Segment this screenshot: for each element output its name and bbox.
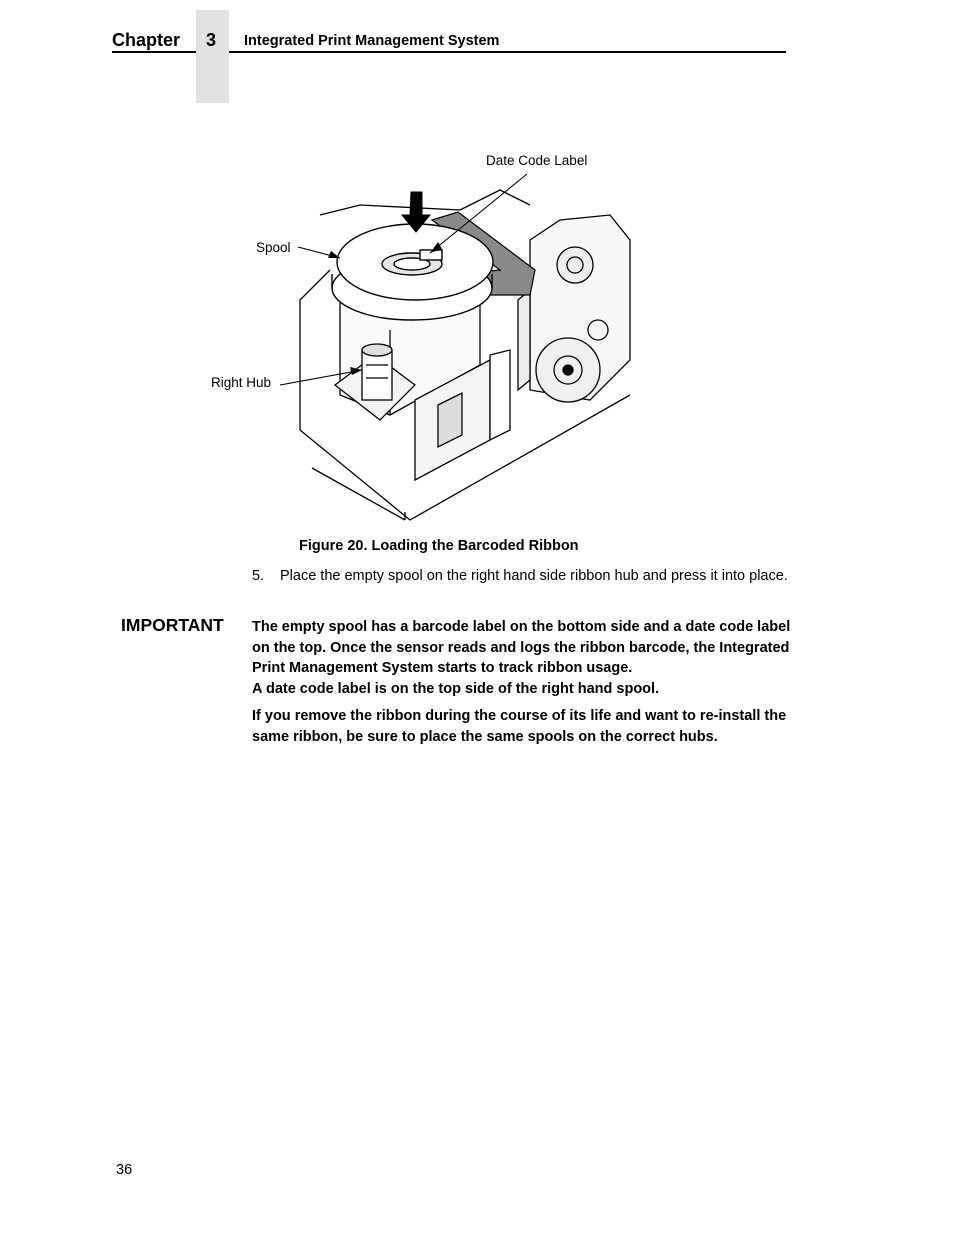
important-label: IMPORTANT (121, 615, 224, 635)
important-paragraph-2: If you remove the ribbon during the course of its life and want to re-install the same ribbon, be sure to place the same spools on the correct hubs. (252, 708, 787, 745)
spool-callout: Spool (256, 240, 291, 255)
figure-illustration (200, 150, 640, 530)
step-text: Place the empty spool on the right hand side ribbon hub and press it into place. (280, 568, 788, 584)
section-title: Integrated Print Management System (244, 33, 500, 49)
date-code-label-callout: Date Code Label (486, 153, 588, 168)
right-hub-callout: Right Hub (211, 375, 272, 390)
step-number: 5. (252, 568, 265, 584)
important-paragraph-1-note: A date code label is on the top side of the right hand spool. (252, 680, 660, 697)
figure-caption: Figure 20. Loading the Barcoded Ribbon (299, 538, 579, 554)
chapter-tab (196, 10, 229, 103)
chapter-label-rule (112, 51, 196, 53)
page-number: 36 (116, 1162, 133, 1178)
printer-ribbon-drawing (200, 150, 640, 530)
section-title-rule (229, 51, 786, 53)
chapter-label: Chapter (112, 30, 181, 50)
chapter-number: 3 (206, 30, 217, 50)
important-body (252, 617, 797, 747)
important-paragraph-1: The empty spool has a barcode label on the bottom side and a date code label on the top. Once the sensor reads and logs the ribbon barcode, the Integrated Print Management System starts to track ribbon usage. (252, 619, 791, 676)
